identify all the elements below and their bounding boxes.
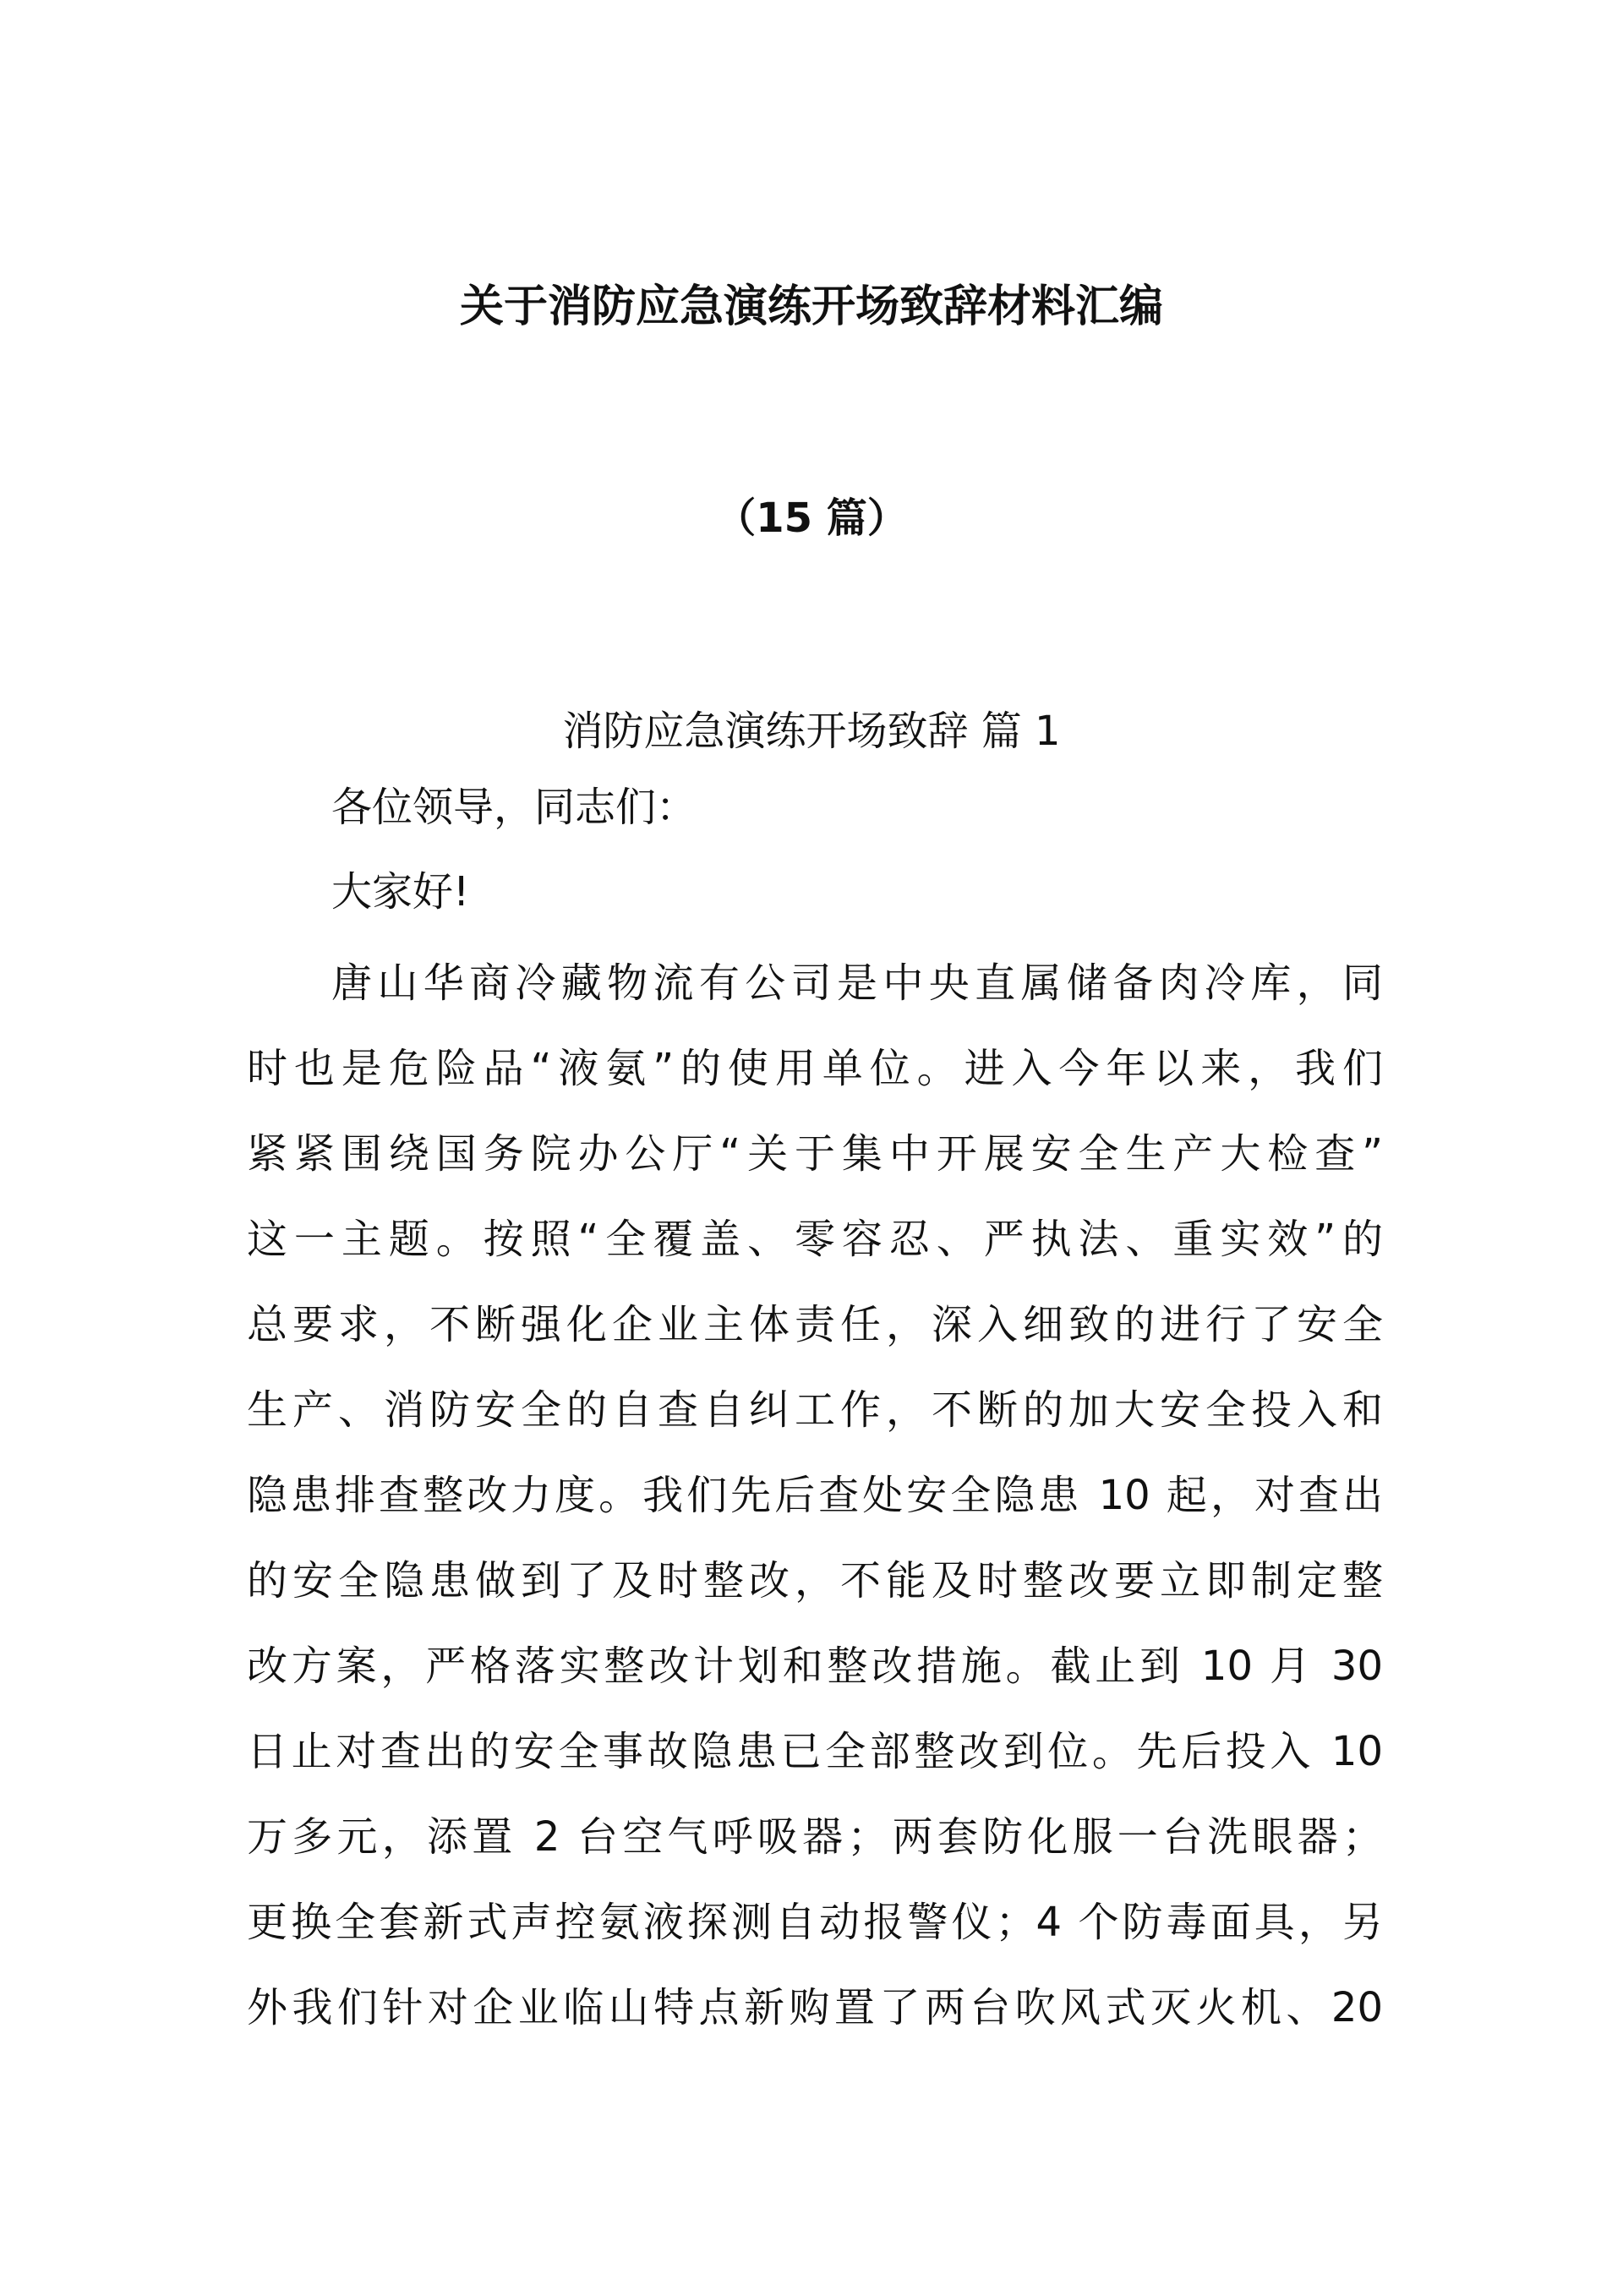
paragraph-line: 唐山华商冷藏物流有公司是中央直属储备肉冷库，同: [331, 959, 1383, 1007]
document-title: 关于消防应急演练开场致辞材料汇编: [459, 282, 1163, 332]
section-heading: 消防应急演练开场致辞 篇 1: [562, 708, 1061, 755]
paragraph-line: 这一主题。按照“全覆盖、零容忍、严执法、重实效”的: [247, 1216, 1383, 1263]
paragraph-line: 的安全隐患做到了及时整改，不能及时整改要立即制定整: [247, 1557, 1383, 1604]
salutation-line: 大家好!: [331, 868, 470, 916]
paragraph-line: 更换全套新式声控氨液探测自动报警仪；4 个防毒面具，另: [247, 1899, 1383, 1946]
paragraph-line: 总要求，不断强化企业主体责任，深入细致的进行了安全: [247, 1301, 1383, 1348]
paragraph-line: 改方案，严格落实整改计划和整改措施。截止到 10 月 30: [247, 1643, 1383, 1690]
paragraph-line: 时也是危险品“液氨”的使用单位。进入今年以来，我们: [247, 1045, 1383, 1092]
paragraph-line: 隐患排查整改力度。我们先后查处安全隐患 10 起，对查出: [247, 1472, 1383, 1519]
paragraph-line: 紧紧围绕国务院办公厅“关于集中开展安全生产大检查”: [247, 1130, 1383, 1178]
greeting-line: 各位领导，同志们：: [331, 784, 697, 831]
paragraph-line: 日止对查出的安全事故隐患已全部整改到位。先后投入 10: [247, 1728, 1383, 1775]
paragraph-line: 生产、消防安全的自查自纠工作，不断的加大安全投入和: [247, 1386, 1383, 1434]
article-count: （15 篇）: [715, 495, 908, 542]
paragraph-line: 万多元，添置 2 台空气呼吸器；两套防化服一台洗眼器；: [247, 1813, 1383, 1861]
paragraph-line: 外我们针对企业临山特点新购置了两台吹风式灭火机、20: [247, 1984, 1383, 2031]
